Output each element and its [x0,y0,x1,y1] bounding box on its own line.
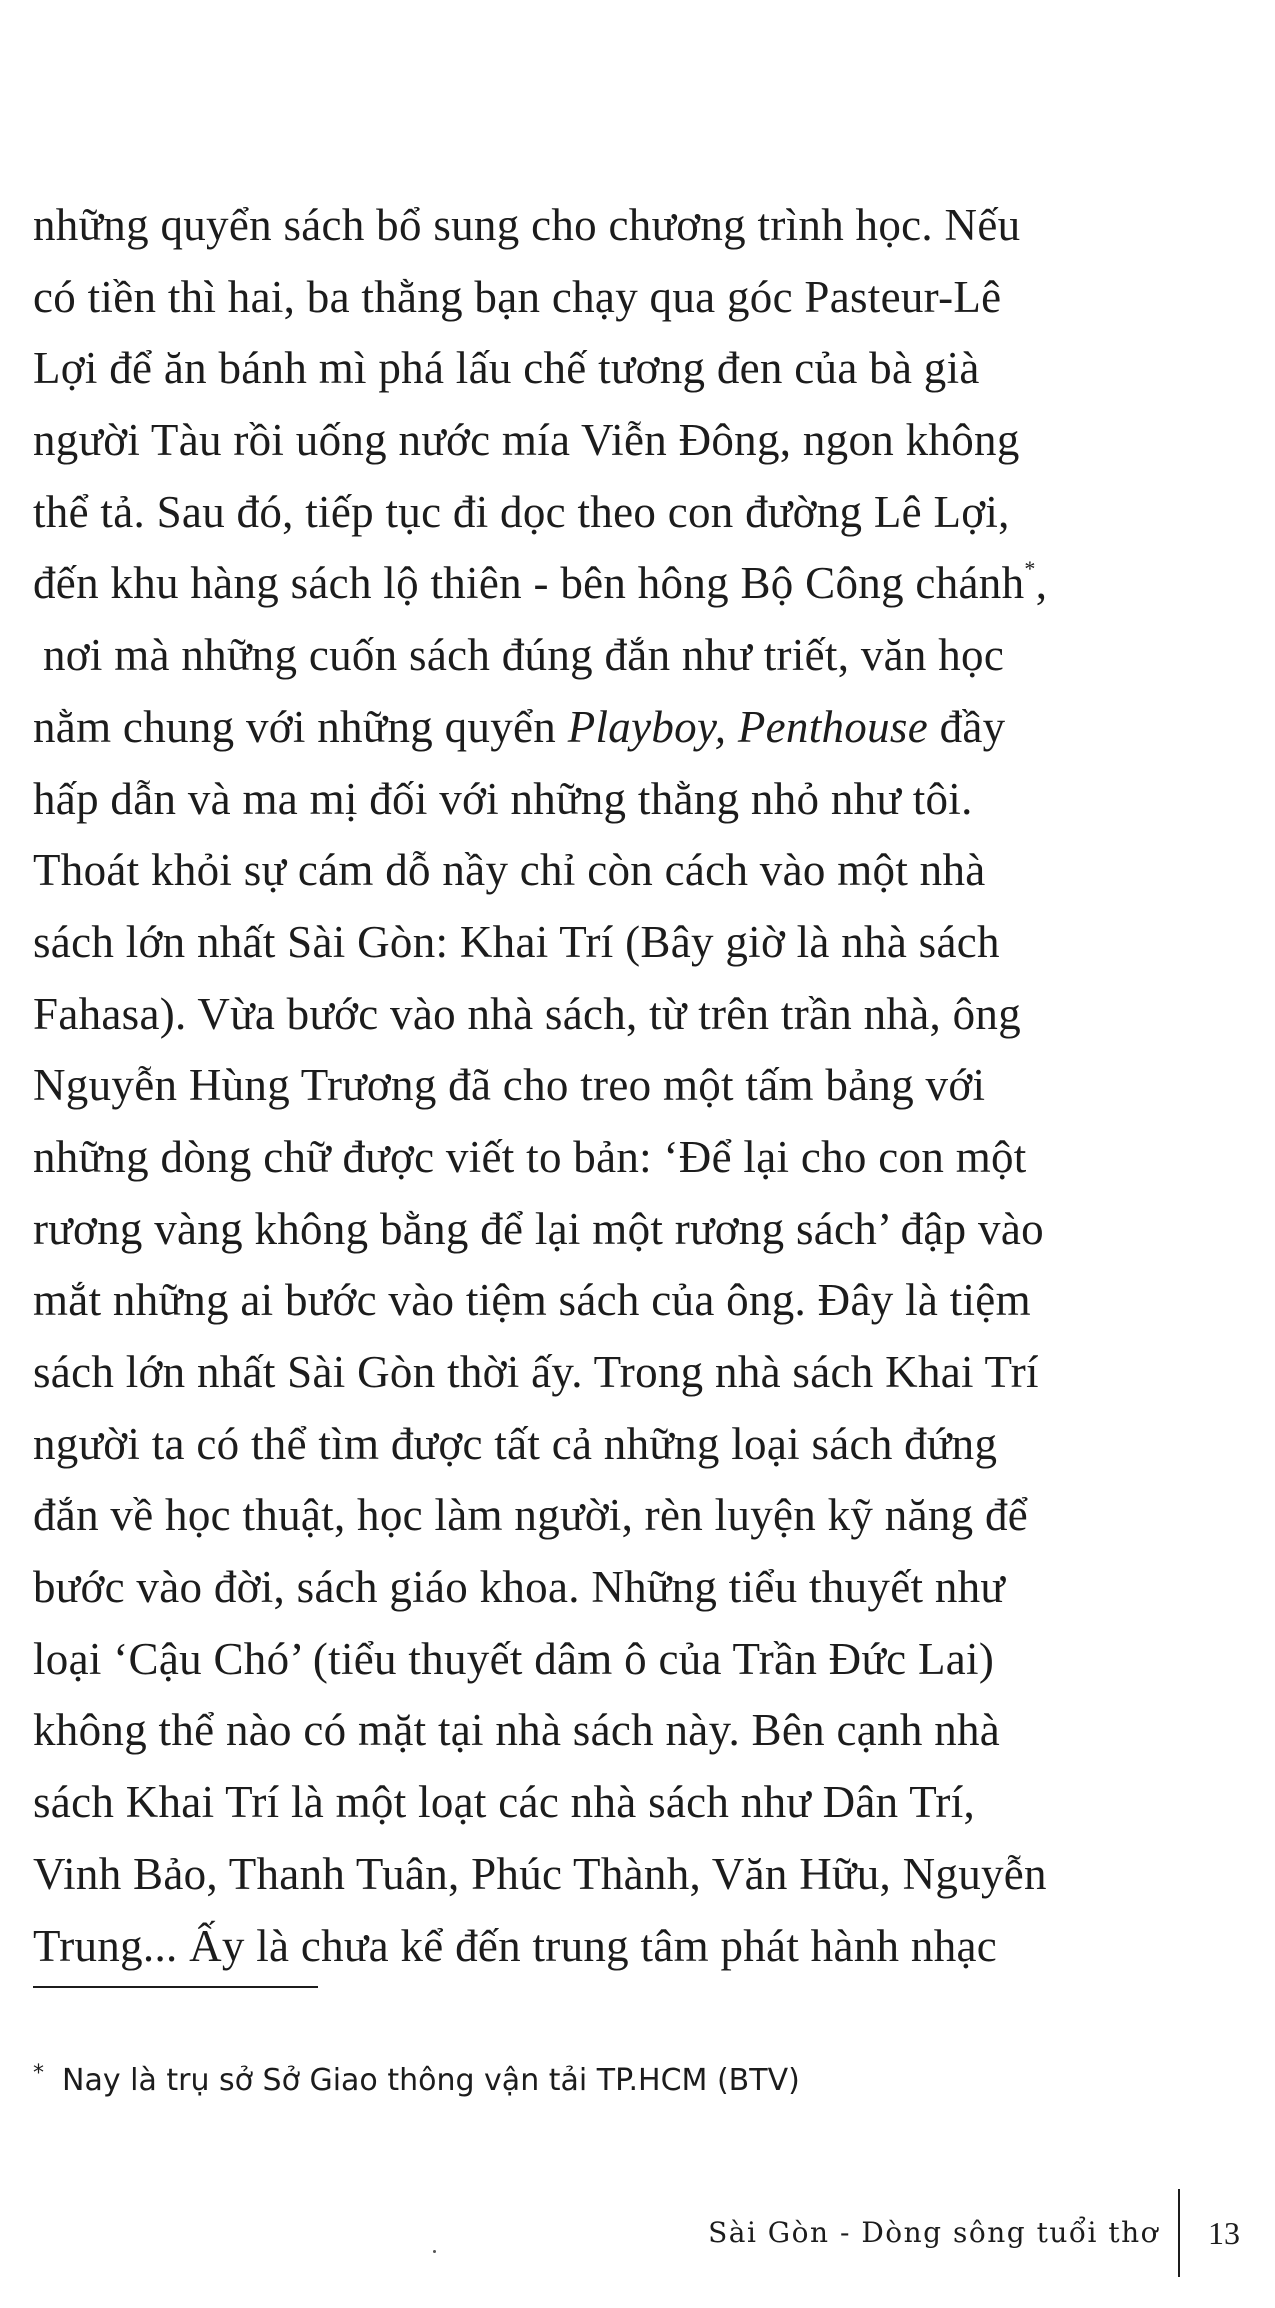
body-line: thể tả. Sau đó, tiếp tục đi dọc theo con đường Lê Lợi, [33,486,1010,537]
body-line: những quyển sách bổ sung cho chương trình học. Nếu [33,200,1021,250]
body-line: đến khu hàng sách lộ thiên - bên hông Bộ Công chánh*, [33,556,1048,609]
body-line: Thoát khỏi sự cám dỗ nầy chỉ còn cách vào một nhà [33,845,986,896]
body-line: có tiền thì hai, ba thằng bạn chạy qua góc Pasteur-Lê [33,271,1002,322]
body-line: nơi mà những cuốn sách đúng đắn như triết, văn học [43,630,1005,681]
footer-divider [1178,2189,1180,2277]
footnote [33,2061,800,2104]
body-line-text: đến khu hàng sách lộ thiên - bên hông Bộ Công chánh [33,558,1025,609]
magazine-titles: Playboy, Penthouse [567,701,928,752]
body-line-text: đầy [939,701,1006,752]
body-line: những dòng chữ được viết to bản: ‘Để lại cho con một [33,1131,1027,1182]
body-line: hấp dẫn và ma mị đối với những thằng nhỏ như tôi. [33,773,973,824]
body-line: Nguyễn Hùng Trương đã cho treo một tấm bảng với [33,1060,986,1111]
body-line: Lợi để ăn bánh mì phá lấu chế tương đen của bà già [33,343,980,394]
page-number: 13 [1208,2215,1240,2251]
body-line: Vinh Bảo, Thanh Tuân, Phúc Thành, Văn Hữu, Nguyễn [33,1848,1047,1899]
body-line: người Tàu rồi uống nước mía Viễn Đông, ngon không [33,415,1020,466]
body-line: sách Khai Trí là một loạt các nhà sách như Dân Trí, [33,1777,976,1828]
body-line: Trung... Ấy là chưa kể đến trung tâm phát hành nhạc [33,1920,998,1971]
footnote-reference-mark: * [1024,556,1036,582]
footnote-text: Nay là trụ sở Sở Giao thông vận tải TP.HCM (BTV) [62,2063,800,2098]
body-line: mắt những ai bước vào tiệm sách của ông. Đây là tiệm [33,1275,1031,1326]
body-line: sách lớn nhất Sài Gòn: Khai Trí (Bây giờ là nhà sách [33,916,1000,967]
body-line: sách lớn nhất Sài Gòn thời ấy. Trong nhà sách Khai Trí [33,1347,1039,1397]
body-line [33,692,1213,764]
body-line-text: nằm chung với những quyển [33,701,557,752]
footnote-marker: * [33,2061,44,2086]
body-text [33,190,1213,1982]
body-line: rương vàng không bằng để lại một rương sách’ đập vào [33,1203,1044,1254]
body-line: đắn về học thuật, học làm người, rèn luyện kỹ năng để [33,1490,1029,1541]
body-line: Fahasa). Vừa bước vào nhà sách, từ trên trần nhà, ông [33,988,1021,1039]
print-speck [433,2250,436,2253]
body-line: người ta có thể tìm được tất cả những loại sách đứng [33,1418,998,1469]
body-line: không thể nào có mặt tại nhà sách này. Bên cạnh nhà [33,1705,1001,1756]
body-line: loại ‘Cậu Chó’ (tiểu thuyết dâm ô của Trần Đức Lai) [33,1633,995,1684]
body-line: bước vào đời, sách giáo khoa. Những tiểu thuyết như [33,1562,1006,1613]
footnote-divider [33,1986,318,1988]
running-title: Sài Gòn - Dòng sông tuổi thơ [708,2216,1159,2249]
